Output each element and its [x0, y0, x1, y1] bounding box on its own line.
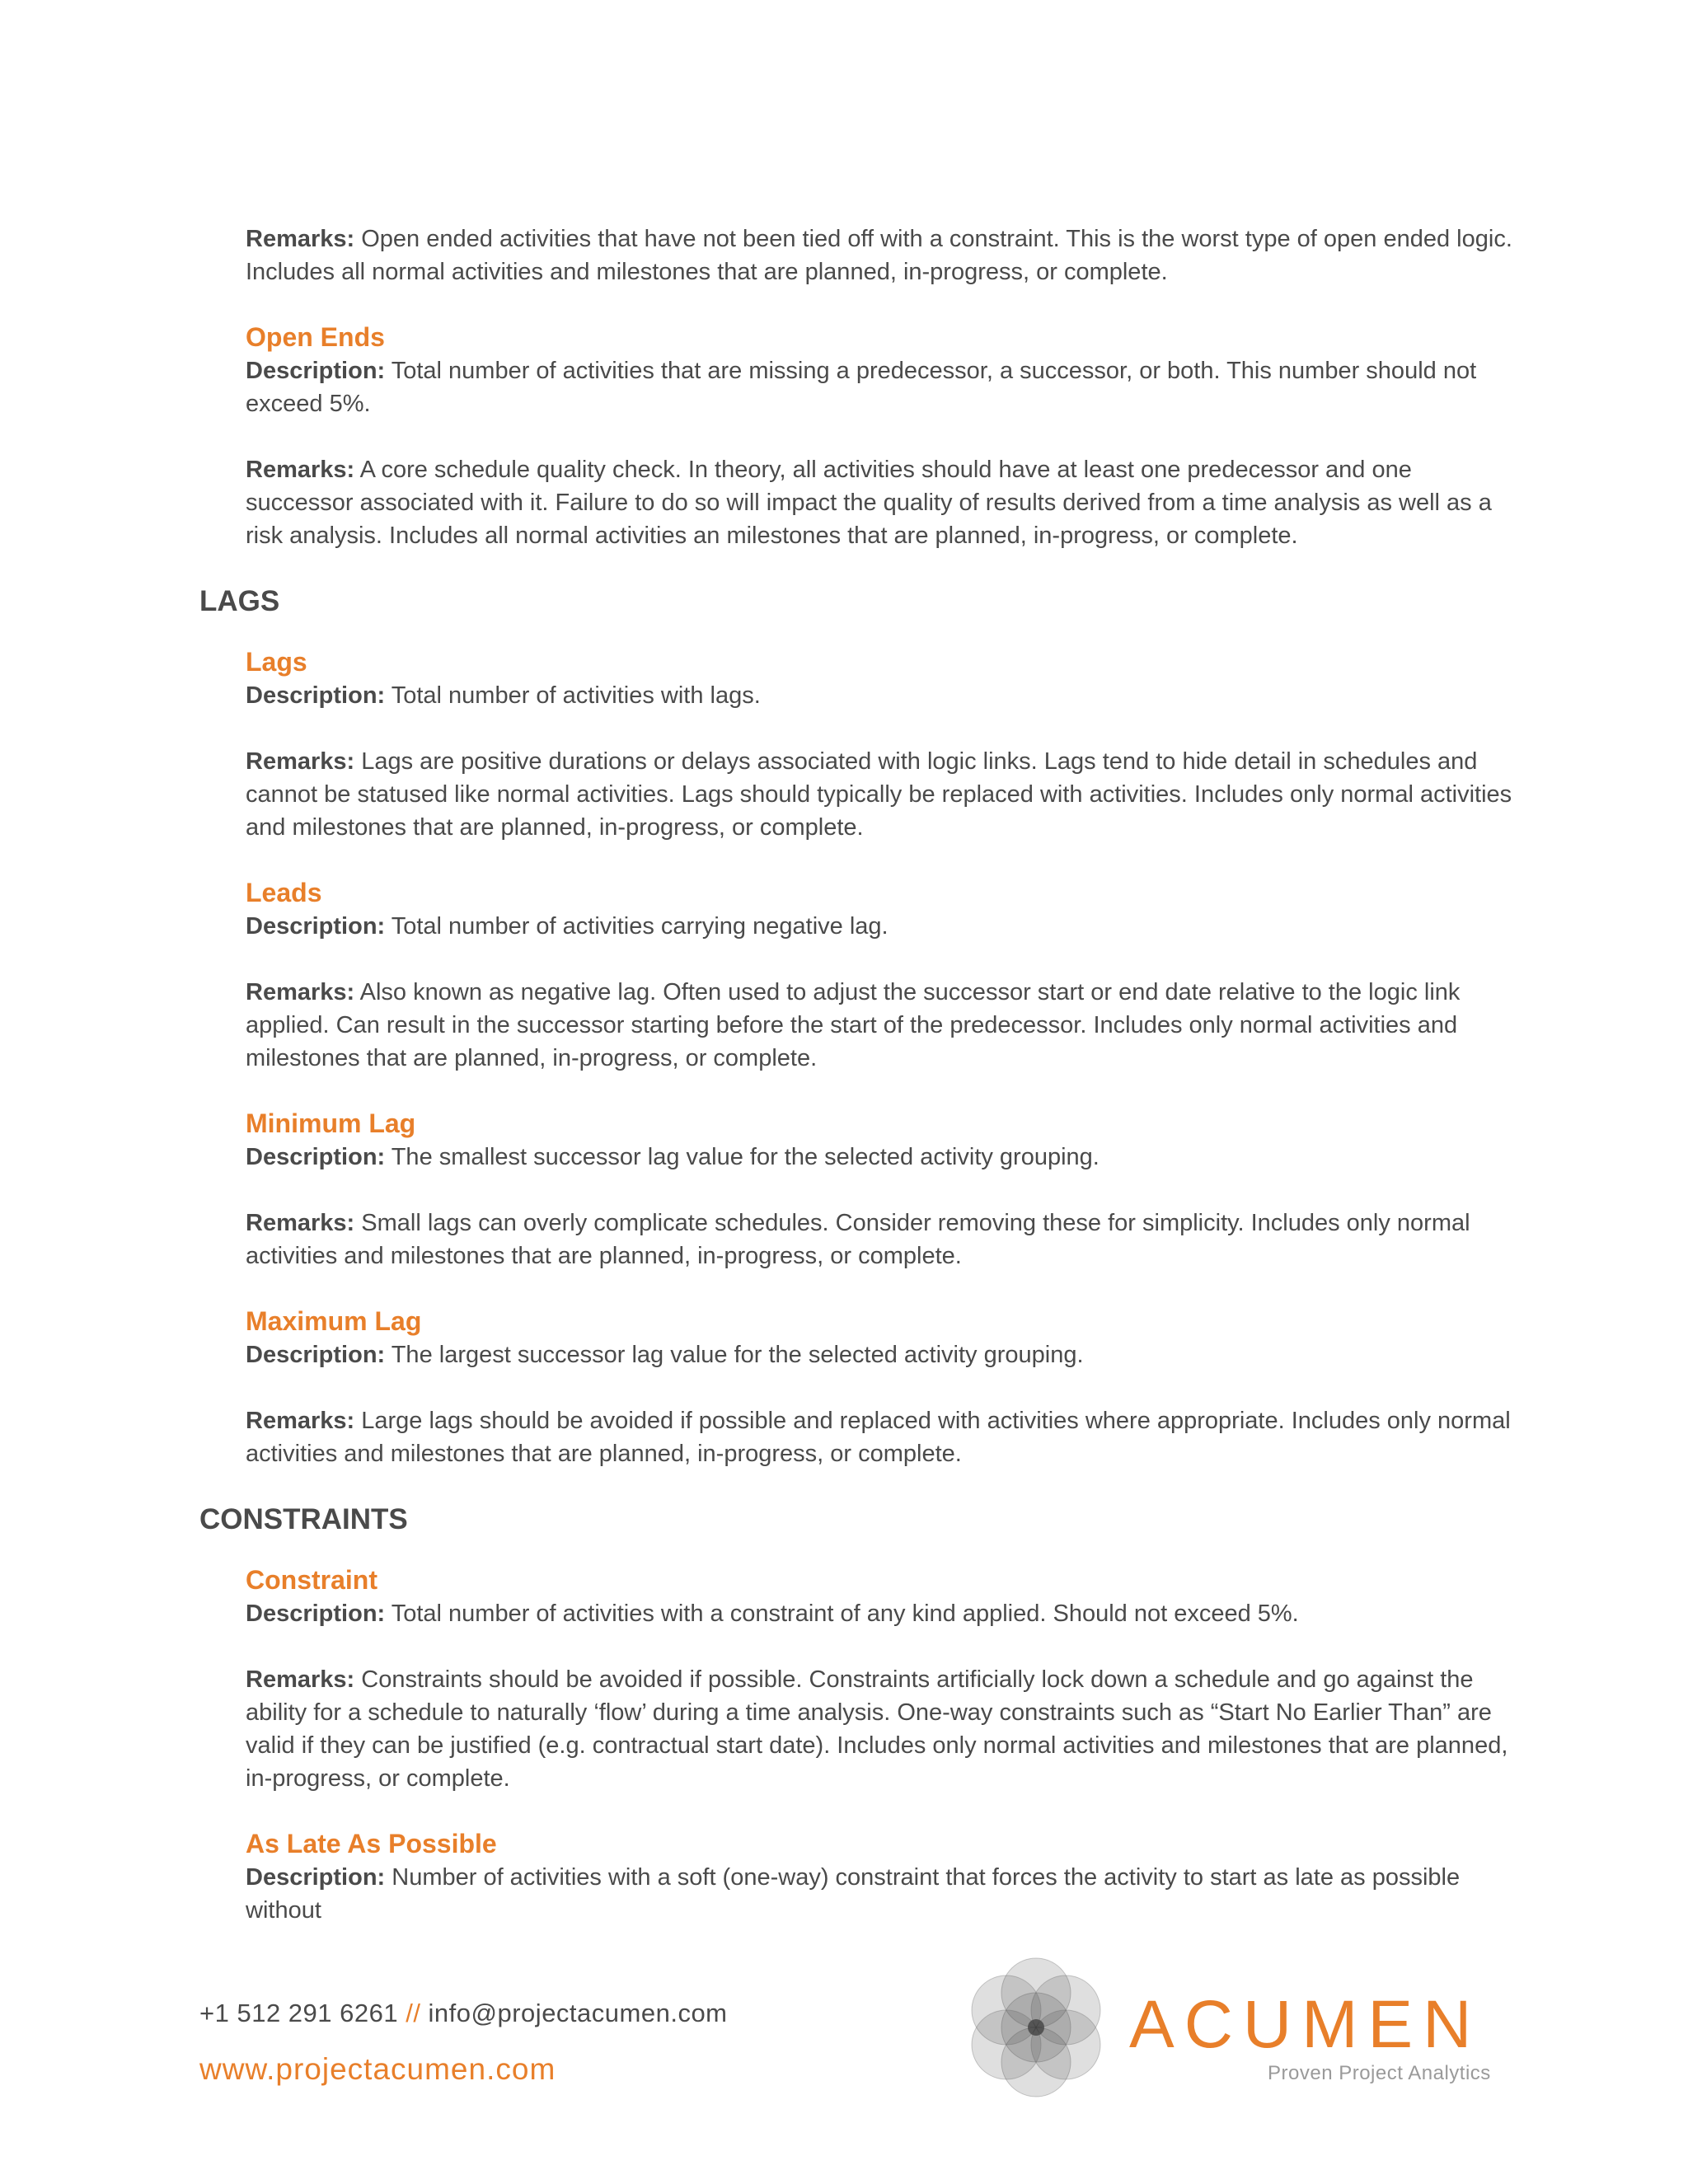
- minimum-lag-item: [246, 1106, 1518, 1272]
- description-text: Total number of activities with lags.: [385, 682, 761, 709]
- remarks-label: Remarks:: [246, 457, 355, 483]
- remarks-text: Small lags can overly complicate schedules. Consider removing these for simplicity. Includes only normal activities and milestones that are planned, in-progress, or complete.: [246, 1210, 1470, 1269]
- description-text: Total number of activities carrying negative lag.: [385, 913, 889, 940]
- description-paragraph: [246, 1861, 1518, 1927]
- logo-tagline: Proven Project Analytics: [1268, 2062, 1491, 2084]
- item-title: Lags: [246, 647, 307, 677]
- item-title: Constraint: [246, 1565, 377, 1595]
- item-title: Minimum Lag: [246, 1108, 416, 1138]
- acumen-logo-icon: [966, 1957, 1106, 2097]
- item-title: As Late As Possible: [246, 1829, 497, 1858]
- description-text: The largest successor lag value for the selected activity grouping.: [385, 1342, 1084, 1368]
- remarks-label: Remarks:: [246, 1666, 355, 1693]
- leads-item: [246, 875, 1518, 1075]
- remarks-paragraph: [246, 1207, 1518, 1272]
- remarks-paragraph: [246, 976, 1518, 1075]
- remarks-label: Remarks:: [246, 979, 355, 1005]
- contact-separator: //: [398, 1999, 429, 2027]
- maximum-lag-item: [246, 1304, 1518, 1470]
- section-heading-constraints: CONSTRAINTS: [199, 1503, 408, 1535]
- website-link[interactable]: www.projectacumen.com: [199, 2052, 556, 2086]
- description-label: Description:: [246, 1342, 386, 1368]
- phone-number[interactable]: +1 512 291 6261: [199, 1999, 399, 2027]
- email-link[interactable]: info@projectacumen.com: [428, 1999, 728, 2027]
- remarks-paragraph: [246, 453, 1518, 552]
- open-ends-item: [246, 320, 1518, 552]
- description-label: Description:: [246, 913, 386, 940]
- item-title: Maximum Lag: [246, 1306, 422, 1336]
- description-paragraph: [246, 354, 1518, 420]
- footer-contact: [199, 1999, 728, 2028]
- description-text: Total number of activities with a constraint of any kind applied. Should not exceed 5%.: [385, 1601, 1299, 1627]
- remarks-label: Remarks:: [246, 226, 355, 252]
- lags-item: [246, 644, 1518, 844]
- remarks-label: Remarks:: [246, 1210, 355, 1236]
- remarks-paragraph: [246, 1404, 1518, 1470]
- document-body: [199, 223, 1518, 1927]
- remarks-paragraph: [246, 745, 1518, 844]
- as-late-as-possible-item: [246, 1826, 1518, 1927]
- description-label: Description:: [246, 1144, 386, 1170]
- description-label: Description:: [246, 682, 386, 709]
- remarks-text: Large lags should be avoided if possible and replaced with activities where appropriate. Includes only normal activities and milestones that are planned, in-progress, or complete.: [246, 1408, 1511, 1467]
- remarks-text: Open ended activities that have not been tied off with a constraint. This is the worst type of open ended logic. Includes all normal activities and milestones that are planned, in-progress, or complete.: [246, 226, 1512, 285]
- remarks-paragraph: [246, 223, 1518, 288]
- remarks-text: A core schedule quality check. In theory, all activities should have at least one predecessor and one successor associated with it. Failure to do so will impact the quality of results derived from a time analysis as well as a risk analysis. Includes all normal activities an milestones that are planned, in-progress, or complete.: [246, 457, 1492, 549]
- open-ended-remarks-block: [246, 223, 1518, 288]
- description-label: Description:: [246, 1864, 386, 1891]
- description-text: The smallest successor lag value for the selected activity grouping.: [385, 1144, 1100, 1170]
- description-paragraph: [246, 1141, 1518, 1174]
- logo-wordmark: ACUMEN: [1129, 1987, 1482, 2062]
- item-title: Leads: [246, 878, 322, 907]
- remarks-paragraph: [246, 1663, 1518, 1795]
- remarks-text: Constraints should be avoided if possible. Constraints artificially lock down a schedule and go against the ability for a schedule to naturally ‘flow’ during a time analysis. One-way constraints such as “Start No Earlier Than” are valid if they can be justified (e.g. contractual start date). Includes only normal activities and milestones that are planned, in-progress, or complete.: [246, 1666, 1508, 1792]
- remarks-text: Also known as negative lag. Often used to adjust the successor start or end date relative to the logic link applied. Can result in the successor starting before the start of the predecessor. Includes only normal activities and milestones that are planned, in-progress, or complete.: [246, 979, 1461, 1071]
- description-text: Total number of activities that are missing a predecessor, a successor, or both. This number should not exceed 5%.: [246, 358, 1477, 417]
- description-label: Description:: [246, 358, 386, 384]
- description-paragraph: [246, 1597, 1518, 1630]
- description-paragraph: [246, 910, 1518, 943]
- item-title: Open Ends: [246, 322, 385, 352]
- description-paragraph: [246, 679, 1518, 712]
- constraint-item: [246, 1563, 1518, 1795]
- description-paragraph: [246, 1338, 1518, 1371]
- description-label: Description:: [246, 1601, 386, 1627]
- section-heading-lags: LAGS: [199, 585, 280, 617]
- remarks-text: Lags are positive durations or delays associated with logic links. Lags tend to hide detail in schedules and cannot be statused like normal activities. Lags should typically be replaced with activities. Includes only normal activities and milestones that are planned, in-progress, or complete.: [246, 748, 1512, 841]
- remarks-label: Remarks:: [246, 1408, 355, 1434]
- remarks-label: Remarks:: [246, 748, 355, 775]
- description-text: Number of activities with a soft (one-way) constraint that forces the activity to start as late as possible without: [246, 1864, 1461, 1924]
